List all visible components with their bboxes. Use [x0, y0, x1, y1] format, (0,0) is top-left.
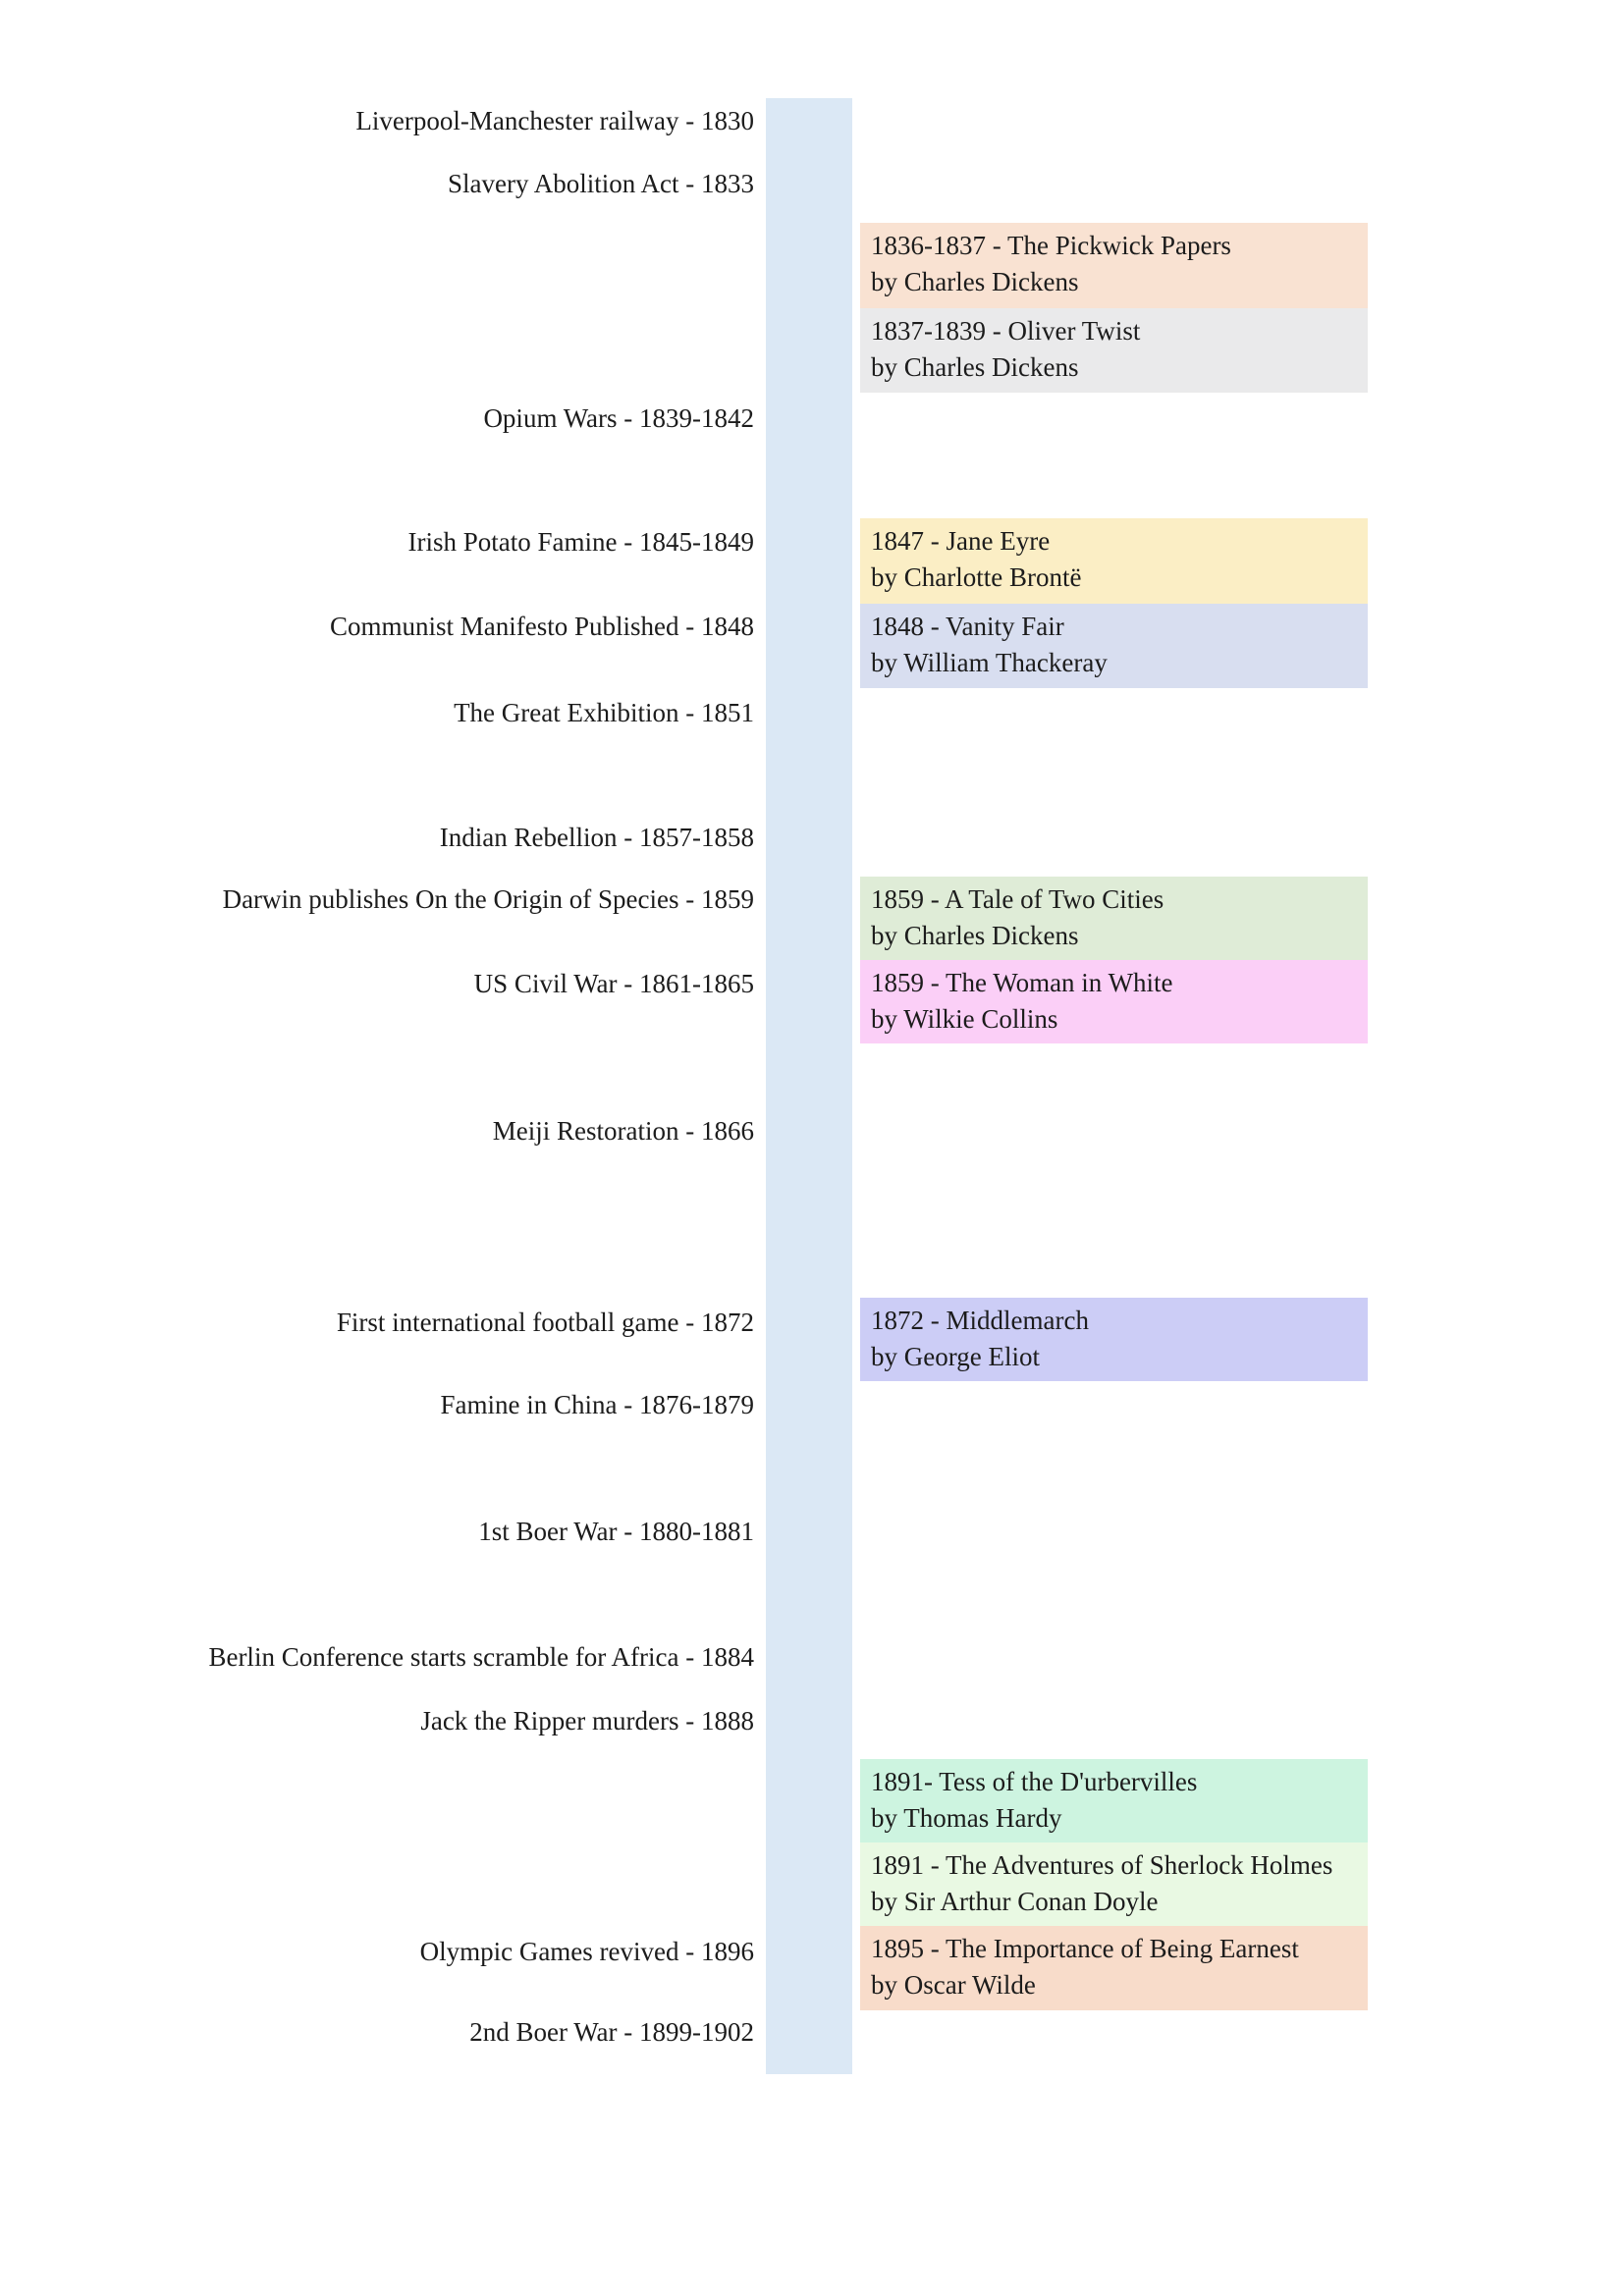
- book-card: [860, 604, 1368, 688]
- event-label: Slavery Abolition Act - 1833: [448, 169, 754, 198]
- book-title: 1836-1837 - The Pickwick Papers: [871, 231, 1231, 260]
- event-label: Communist Manifesto Published - 1848: [330, 612, 754, 641]
- book-card: [860, 308, 1368, 393]
- book-title: 1895 - The Importance of Being Earnest: [871, 1934, 1299, 1963]
- event-label: Irish Potato Famine - 1845-1849: [407, 527, 754, 557]
- book-title: 1848 - Vanity Fair: [871, 612, 1064, 641]
- event-label: Jack the Ripper murders - 1888: [420, 1706, 754, 1735]
- book-author: by Sir Arthur Conan Doyle: [871, 1887, 1159, 1916]
- event-label: Berlin Conference starts scramble for Africa - 1884: [208, 1642, 754, 1672]
- book-card: [860, 1298, 1368, 1381]
- book-title: 1891 - The Adventures of Sherlock Holmes: [871, 1850, 1333, 1880]
- event-label: Indian Rebellion - 1857-1858: [439, 823, 754, 852]
- book-author: by George Eliot: [871, 1342, 1040, 1371]
- event-label: US Civil War - 1861-1865: [473, 969, 754, 998]
- book-title: 1847 - Jane Eyre: [871, 526, 1051, 556]
- book-author: by Oscar Wilde: [871, 1970, 1036, 2000]
- event-label: 2nd Boer War - 1899-1902: [469, 2017, 754, 2047]
- event-label: The Great Exhibition - 1851: [454, 698, 754, 727]
- book-card: [860, 1842, 1368, 1926]
- book-author: by Thomas Hardy: [871, 1803, 1062, 1833]
- event-label: Darwin publishes On the Origin of Species - 1859: [222, 884, 754, 914]
- event-label: Liverpool-Manchester railway - 1830: [355, 106, 754, 135]
- book-title: 1859 - A Tale of Two Cities: [871, 884, 1164, 914]
- book-card: [860, 1759, 1368, 1842]
- book-author: by Charles Dickens: [871, 921, 1079, 950]
- book-card: [860, 877, 1368, 960]
- book-card: [860, 1926, 1368, 2010]
- event-label: Olympic Games revived - 1896: [419, 1937, 754, 1966]
- book-title: 1837-1839 - Oliver Twist: [871, 316, 1141, 346]
- book-author: by Charles Dickens: [871, 352, 1079, 382]
- event-label: Meiji Restoration - 1866: [492, 1116, 754, 1146]
- event-label: Opium Wars - 1839-1842: [483, 403, 754, 433]
- book-author: by Charlotte Brontë: [871, 562, 1082, 592]
- event-label: Famine in China - 1876-1879: [440, 1390, 754, 1419]
- event-label: 1st Boer War - 1880-1881: [478, 1517, 754, 1546]
- book-card: [860, 518, 1368, 604]
- book-title: 1891- Tess of the D'urbervilles: [871, 1767, 1198, 1796]
- timeline-bar: [766, 98, 852, 2074]
- book-author: by Charles Dickens: [871, 267, 1079, 296]
- event-label: First international football game - 1872: [336, 1308, 754, 1337]
- book-card: [860, 223, 1368, 308]
- book-author: by Wilkie Collins: [871, 1004, 1058, 1034]
- book-title: 1859 - The Woman in White: [871, 968, 1173, 997]
- book-author: by William Thackeray: [871, 648, 1108, 677]
- book-title: 1872 - Middlemarch: [871, 1306, 1089, 1335]
- book-card: [860, 960, 1368, 1043]
